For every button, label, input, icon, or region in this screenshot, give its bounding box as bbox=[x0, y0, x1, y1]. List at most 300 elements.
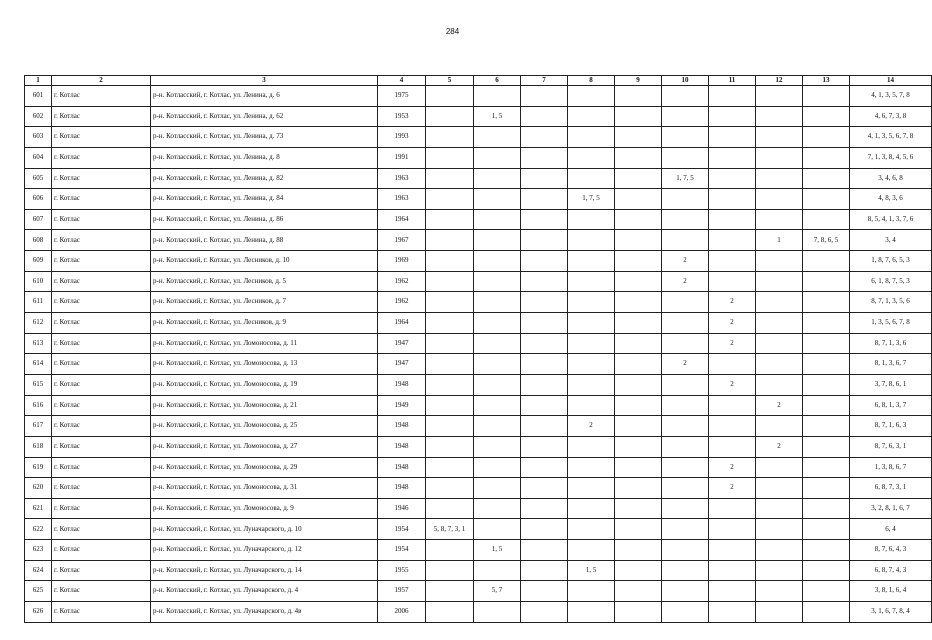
col-5-cell bbox=[426, 581, 474, 602]
header-row bbox=[25, 76, 932, 86]
col-9-cell bbox=[615, 106, 662, 127]
col-9-cell bbox=[615, 313, 662, 334]
year-cell: 1993 bbox=[378, 127, 426, 148]
col-13-cell bbox=[803, 292, 850, 313]
col-10-cell bbox=[662, 519, 709, 540]
table-row bbox=[25, 354, 932, 375]
col-11-cell bbox=[709, 436, 756, 457]
col-12-cell bbox=[756, 581, 803, 602]
col-5-cell bbox=[426, 374, 474, 395]
col-6-cell: 1, 5 bbox=[474, 540, 521, 561]
address-cell: р-н. Котласский, г. Котлас, ул. Ленина, д. 86 bbox=[151, 209, 378, 230]
col-5-cell bbox=[426, 168, 474, 189]
col-12-cell bbox=[756, 147, 803, 168]
col-14-cell: 8, 1, 3, 6, 7 bbox=[850, 354, 932, 375]
table-row bbox=[25, 498, 932, 519]
settlement-cell: г. Котлас bbox=[52, 395, 151, 416]
col-10-cell: 2 bbox=[662, 251, 709, 272]
table-row bbox=[25, 436, 932, 457]
col-6-cell: 5, 7 bbox=[474, 581, 521, 602]
year-cell: 1947 bbox=[378, 354, 426, 375]
col-10-cell bbox=[662, 292, 709, 313]
col-9-cell bbox=[615, 230, 662, 251]
col-10-cell bbox=[662, 106, 709, 127]
col-8-cell bbox=[568, 271, 615, 292]
col-12-cell bbox=[756, 127, 803, 148]
col-6-cell bbox=[474, 209, 521, 230]
col-14-cell: 1, 8, 7, 6, 5, 3 bbox=[850, 251, 932, 272]
col-10-cell bbox=[662, 436, 709, 457]
col-11-cell bbox=[709, 127, 756, 148]
col-12-cell bbox=[756, 209, 803, 230]
col-14-cell: 8, 7, 6, 4, 3 bbox=[850, 540, 932, 561]
year-cell: 1964 bbox=[378, 313, 426, 334]
col-7-cell bbox=[521, 251, 568, 272]
col-6-cell: 1, 5 bbox=[474, 106, 521, 127]
table-row bbox=[25, 251, 932, 272]
col-13-cell bbox=[803, 147, 850, 168]
address-cell: р-н. Котласский, г. Котлас, ул. Лесников, д. 9 bbox=[151, 313, 378, 334]
table-row bbox=[25, 147, 932, 168]
col-9-cell bbox=[615, 251, 662, 272]
col-14-cell: 3, 1, 6, 7, 8, 4 bbox=[850, 602, 932, 623]
row-number-cell: 602 bbox=[25, 106, 52, 127]
table-row bbox=[25, 395, 932, 416]
col-11-cell: 2 bbox=[709, 478, 756, 499]
column-header-3: 3 bbox=[151, 76, 378, 86]
year-cell: 1991 bbox=[378, 147, 426, 168]
col-14-cell: 4, 8, 3, 6 bbox=[850, 189, 932, 210]
row-number-cell: 620 bbox=[25, 478, 52, 499]
col-6-cell bbox=[474, 313, 521, 334]
col-11-cell bbox=[709, 540, 756, 561]
col-5-cell bbox=[426, 416, 474, 437]
col-13-cell bbox=[803, 86, 850, 107]
row-number-cell: 601 bbox=[25, 86, 52, 107]
col-13-cell bbox=[803, 251, 850, 272]
col-13-cell bbox=[803, 395, 850, 416]
row-number-cell: 626 bbox=[25, 602, 52, 623]
col-10-cell bbox=[662, 313, 709, 334]
col-5-cell bbox=[426, 354, 474, 375]
col-9-cell bbox=[615, 416, 662, 437]
col-8-cell bbox=[568, 251, 615, 272]
col-13-cell bbox=[803, 313, 850, 334]
col-10-cell bbox=[662, 581, 709, 602]
col-9-cell bbox=[615, 333, 662, 354]
settlement-cell: г. Котлас bbox=[52, 354, 151, 375]
table-row bbox=[25, 271, 932, 292]
col-12-cell bbox=[756, 313, 803, 334]
col-9-cell bbox=[615, 581, 662, 602]
address-cell: р-н. Котласский, г. Котлас, ул. Ломоносова, д. 31 bbox=[151, 478, 378, 499]
col-7-cell bbox=[521, 540, 568, 561]
settlement-cell: г. Котлас bbox=[52, 602, 151, 623]
registry-table bbox=[24, 75, 932, 623]
col-12-cell bbox=[756, 478, 803, 499]
table-row bbox=[25, 416, 932, 437]
address-cell: р-н. Котласский, г. Котлас, ул. Ленина, д. 6 bbox=[151, 86, 378, 107]
col-5-cell bbox=[426, 251, 474, 272]
col-6-cell bbox=[474, 354, 521, 375]
col-5-cell bbox=[426, 333, 474, 354]
col-5-cell bbox=[426, 560, 474, 581]
col-8-cell bbox=[568, 581, 615, 602]
col-10-cell bbox=[662, 86, 709, 107]
col-12-cell bbox=[756, 189, 803, 210]
row-number-cell: 613 bbox=[25, 333, 52, 354]
col-8-cell bbox=[568, 374, 615, 395]
col-8-cell bbox=[568, 292, 615, 313]
row-number-cell: 609 bbox=[25, 251, 52, 272]
address-cell: р-н. Котласский, г. Котлас, ул. Лесников, д. 5 bbox=[151, 271, 378, 292]
col-12-cell bbox=[756, 271, 803, 292]
col-9-cell bbox=[615, 168, 662, 189]
col-7-cell bbox=[521, 271, 568, 292]
year-cell: 1969 bbox=[378, 251, 426, 272]
col-6-cell bbox=[474, 127, 521, 148]
col-9-cell bbox=[615, 354, 662, 375]
address-cell: р-н. Котласский, г. Котлас, ул. Луначарского, д. 14 bbox=[151, 560, 378, 581]
table-row bbox=[25, 540, 932, 561]
col-8-cell bbox=[568, 602, 615, 623]
col-7-cell bbox=[521, 127, 568, 148]
col-8-cell bbox=[568, 395, 615, 416]
col-6-cell bbox=[474, 395, 521, 416]
col-12-cell bbox=[756, 168, 803, 189]
col-12-cell bbox=[756, 292, 803, 313]
row-number-cell: 617 bbox=[25, 416, 52, 437]
col-7-cell bbox=[521, 560, 568, 581]
col-8-cell bbox=[568, 519, 615, 540]
col-5-cell bbox=[426, 147, 474, 168]
row-number-cell: 612 bbox=[25, 313, 52, 334]
col-7-cell bbox=[521, 395, 568, 416]
settlement-cell: г. Котлас bbox=[52, 436, 151, 457]
address-cell: р-н. Котласский, г. Котлас, ул. Луначарского, д. 12 bbox=[151, 540, 378, 561]
address-cell: р-н. Котласский, г. Котлас, ул. Луначарского, д. 4в bbox=[151, 602, 378, 623]
col-10-cell bbox=[662, 498, 709, 519]
col-10-cell bbox=[662, 560, 709, 581]
col-10-cell bbox=[662, 478, 709, 499]
settlement-cell: г. Котлас bbox=[52, 581, 151, 602]
col-7-cell bbox=[521, 374, 568, 395]
settlement-cell: г. Котлас bbox=[52, 127, 151, 148]
settlement-cell: г. Котлас bbox=[52, 86, 151, 107]
col-14-cell: 8, 7, 6, 3, 1 bbox=[850, 436, 932, 457]
row-number-cell: 621 bbox=[25, 498, 52, 519]
settlement-cell: г. Котлас bbox=[52, 374, 151, 395]
col-11-cell bbox=[709, 86, 756, 107]
column-header-13: 13 bbox=[803, 76, 850, 86]
col-9-cell bbox=[615, 478, 662, 499]
col-7-cell bbox=[521, 581, 568, 602]
settlement-cell: г. Котлас bbox=[52, 271, 151, 292]
col-6-cell bbox=[474, 189, 521, 210]
settlement-cell: г. Котлас bbox=[52, 147, 151, 168]
col-5-cell bbox=[426, 189, 474, 210]
table-row bbox=[25, 106, 932, 127]
col-14-cell: 3, 7, 8, 6, 1 bbox=[850, 374, 932, 395]
col-5-cell bbox=[426, 540, 474, 561]
col-6-cell bbox=[474, 168, 521, 189]
year-cell: 2006 bbox=[378, 602, 426, 623]
settlement-cell: г. Котлас bbox=[52, 230, 151, 251]
year-cell: 1948 bbox=[378, 478, 426, 499]
table-row bbox=[25, 189, 932, 210]
col-14-cell: 6, 1, 8, 7, 5, 3 bbox=[850, 271, 932, 292]
col-10-cell bbox=[662, 147, 709, 168]
row-number-cell: 615 bbox=[25, 374, 52, 395]
col-7-cell bbox=[521, 333, 568, 354]
address-cell: р-н. Котласский, г. Котлас, ул. Ленина, д. 82 bbox=[151, 168, 378, 189]
col-11-cell: 2 bbox=[709, 292, 756, 313]
col-13-cell bbox=[803, 581, 850, 602]
col-14-cell: 8, 7, 1, 3, 6 bbox=[850, 333, 932, 354]
col-13-cell bbox=[803, 374, 850, 395]
col-8-cell bbox=[568, 540, 615, 561]
col-9-cell bbox=[615, 374, 662, 395]
col-12-cell bbox=[756, 374, 803, 395]
col-13-cell bbox=[803, 168, 850, 189]
year-cell: 1953 bbox=[378, 106, 426, 127]
year-cell: 1948 bbox=[378, 457, 426, 478]
col-6-cell bbox=[474, 292, 521, 313]
settlement-cell: г. Котлас bbox=[52, 168, 151, 189]
year-cell: 1963 bbox=[378, 168, 426, 189]
col-7-cell bbox=[521, 230, 568, 251]
col-13-cell bbox=[803, 127, 850, 148]
col-14-cell: 1, 3, 5, 6, 7, 8 bbox=[850, 313, 932, 334]
col-8-cell bbox=[568, 127, 615, 148]
address-cell: р-н. Котласский, г. Котлас, ул. Луначарского, д. 4 bbox=[151, 581, 378, 602]
col-6-cell bbox=[474, 86, 521, 107]
col-13-cell bbox=[803, 478, 850, 499]
column-header-12: 12 bbox=[756, 76, 803, 86]
col-14-cell: 8, 7, 1, 6, 3 bbox=[850, 416, 932, 437]
col-8-cell bbox=[568, 313, 615, 334]
col-13-cell bbox=[803, 540, 850, 561]
year-cell: 1948 bbox=[378, 416, 426, 437]
col-10-cell: 1, 7, 5 bbox=[662, 168, 709, 189]
col-5-cell bbox=[426, 209, 474, 230]
col-10-cell bbox=[662, 395, 709, 416]
col-13-cell bbox=[803, 271, 850, 292]
col-5-cell bbox=[426, 457, 474, 478]
col-8-cell bbox=[568, 354, 615, 375]
col-9-cell bbox=[615, 147, 662, 168]
address-cell: р-н. Котласский, г. Котлас, ул. Ленина, д. 88 bbox=[151, 230, 378, 251]
col-12-cell bbox=[756, 519, 803, 540]
column-header-11: 11 bbox=[709, 76, 756, 86]
col-9-cell bbox=[615, 540, 662, 561]
address-cell: р-н. Котласский, г. Котлас, ул. Ленина, д. 62 bbox=[151, 106, 378, 127]
settlement-cell: г. Котлас bbox=[52, 540, 151, 561]
col-12-cell bbox=[756, 251, 803, 272]
address-cell: р-н. Котласский, г. Котлас, ул. Ломоносова, д. 13 bbox=[151, 354, 378, 375]
col-7-cell bbox=[521, 209, 568, 230]
column-header-8: 8 bbox=[568, 76, 615, 86]
col-14-cell: 3, 4 bbox=[850, 230, 932, 251]
settlement-cell: г. Котлас bbox=[52, 560, 151, 581]
table-row bbox=[25, 230, 932, 251]
col-6-cell bbox=[474, 147, 521, 168]
column-header-6: 6 bbox=[474, 76, 521, 86]
col-10-cell bbox=[662, 209, 709, 230]
col-14-cell: 3, 2, 8, 1, 6, 7 bbox=[850, 498, 932, 519]
col-12-cell: 2 bbox=[756, 395, 803, 416]
col-7-cell bbox=[521, 292, 568, 313]
col-8-cell bbox=[568, 209, 615, 230]
col-5-cell bbox=[426, 292, 474, 313]
col-5-cell bbox=[426, 86, 474, 107]
settlement-cell: г. Котлас bbox=[52, 333, 151, 354]
col-6-cell bbox=[474, 251, 521, 272]
col-13-cell bbox=[803, 209, 850, 230]
col-11-cell bbox=[709, 230, 756, 251]
col-14-cell: 7, 1, 3, 8, 4, 5, 6 bbox=[850, 147, 932, 168]
settlement-cell: г. Котлас bbox=[52, 478, 151, 499]
col-8-cell bbox=[568, 436, 615, 457]
address-cell: р-н. Котласский, г. Котлас, ул. Ленина, д. 8 bbox=[151, 147, 378, 168]
col-9-cell bbox=[615, 189, 662, 210]
col-14-cell: 6, 8, 1, 3, 7 bbox=[850, 395, 932, 416]
col-12-cell bbox=[756, 457, 803, 478]
table-row bbox=[25, 168, 932, 189]
col-13-cell bbox=[803, 416, 850, 437]
col-9-cell bbox=[615, 560, 662, 581]
year-cell: 1957 bbox=[378, 581, 426, 602]
table-row bbox=[25, 519, 932, 540]
col-7-cell bbox=[521, 436, 568, 457]
col-8-cell: 1, 7, 5 bbox=[568, 189, 615, 210]
year-cell: 1963 bbox=[378, 189, 426, 210]
row-number-cell: 610 bbox=[25, 271, 52, 292]
col-11-cell bbox=[709, 251, 756, 272]
row-number-cell: 624 bbox=[25, 560, 52, 581]
col-10-cell bbox=[662, 230, 709, 251]
col-13-cell bbox=[803, 436, 850, 457]
year-cell: 1967 bbox=[378, 230, 426, 251]
col-11-cell: 2 bbox=[709, 374, 756, 395]
col-10-cell bbox=[662, 540, 709, 561]
settlement-cell: г. Котлас bbox=[52, 457, 151, 478]
col-14-cell: 4, 1, 3, 5, 6, 7, 8 bbox=[850, 127, 932, 148]
col-7-cell bbox=[521, 519, 568, 540]
col-5-cell bbox=[426, 395, 474, 416]
table-row bbox=[25, 457, 932, 478]
col-7-cell bbox=[521, 168, 568, 189]
col-7-cell bbox=[521, 457, 568, 478]
col-9-cell bbox=[615, 519, 662, 540]
col-13-cell bbox=[803, 560, 850, 581]
col-5-cell bbox=[426, 478, 474, 499]
col-9-cell bbox=[615, 292, 662, 313]
col-7-cell bbox=[521, 354, 568, 375]
col-10-cell bbox=[662, 602, 709, 623]
row-number-cell: 614 bbox=[25, 354, 52, 375]
col-11-cell bbox=[709, 560, 756, 581]
year-cell: 1955 bbox=[378, 560, 426, 581]
col-5-cell bbox=[426, 313, 474, 334]
row-number-cell: 622 bbox=[25, 519, 52, 540]
column-header-1: 1 bbox=[25, 76, 52, 86]
year-cell: 1948 bbox=[378, 436, 426, 457]
row-number-cell: 616 bbox=[25, 395, 52, 416]
col-9-cell bbox=[615, 271, 662, 292]
col-13-cell bbox=[803, 457, 850, 478]
address-cell: р-н. Котласский, г. Котлас, ул. Ломоносова, д. 9 bbox=[151, 498, 378, 519]
column-header-14: 14 bbox=[850, 76, 932, 86]
year-cell: 1949 bbox=[378, 395, 426, 416]
col-8-cell bbox=[568, 106, 615, 127]
settlement-cell: г. Котлас bbox=[52, 313, 151, 334]
col-10-cell bbox=[662, 333, 709, 354]
col-10-cell bbox=[662, 457, 709, 478]
settlement-cell: г. Котлас bbox=[52, 416, 151, 437]
col-6-cell bbox=[474, 519, 521, 540]
col-6-cell bbox=[474, 560, 521, 581]
col-11-cell bbox=[709, 168, 756, 189]
col-9-cell bbox=[615, 209, 662, 230]
col-8-cell bbox=[568, 457, 615, 478]
table-row bbox=[25, 86, 932, 107]
col-11-cell bbox=[709, 498, 756, 519]
col-14-cell: 8, 7, 1, 3, 5, 6 bbox=[850, 292, 932, 313]
col-9-cell bbox=[615, 127, 662, 148]
year-cell: 1947 bbox=[378, 333, 426, 354]
col-12-cell: 1 bbox=[756, 230, 803, 251]
address-cell: р-н. Котласский, г. Котлас, ул. Лесников, д. 7 bbox=[151, 292, 378, 313]
col-6-cell bbox=[474, 498, 521, 519]
col-10-cell bbox=[662, 189, 709, 210]
col-6-cell bbox=[474, 333, 521, 354]
year-cell: 1975 bbox=[378, 86, 426, 107]
col-9-cell bbox=[615, 395, 662, 416]
column-header-5: 5 bbox=[426, 76, 474, 86]
col-6-cell bbox=[474, 230, 521, 251]
col-14-cell: 6, 4 bbox=[850, 519, 932, 540]
table-row bbox=[25, 602, 932, 623]
col-8-cell: 1, 5 bbox=[568, 560, 615, 581]
table-row bbox=[25, 209, 932, 230]
settlement-cell: г. Котлас bbox=[52, 498, 151, 519]
col-12-cell bbox=[756, 560, 803, 581]
table-row bbox=[25, 292, 932, 313]
col-7-cell bbox=[521, 106, 568, 127]
table-row bbox=[25, 374, 932, 395]
col-5-cell bbox=[426, 230, 474, 251]
col-9-cell bbox=[615, 436, 662, 457]
col-11-cell bbox=[709, 209, 756, 230]
col-11-cell bbox=[709, 416, 756, 437]
col-13-cell bbox=[803, 106, 850, 127]
row-number-cell: 611 bbox=[25, 292, 52, 313]
col-14-cell: 3, 4, 6, 8 bbox=[850, 168, 932, 189]
col-13-cell bbox=[803, 498, 850, 519]
col-7-cell bbox=[521, 147, 568, 168]
col-7-cell bbox=[521, 313, 568, 334]
col-11-cell: 2 bbox=[709, 457, 756, 478]
col-9-cell bbox=[615, 498, 662, 519]
col-8-cell bbox=[568, 230, 615, 251]
settlement-cell: г. Котлас bbox=[52, 209, 151, 230]
column-header-9: 9 bbox=[615, 76, 662, 86]
column-header-4: 4 bbox=[378, 76, 426, 86]
col-5-cell bbox=[426, 498, 474, 519]
row-number-cell: 608 bbox=[25, 230, 52, 251]
address-cell: р-н. Котласский, г. Котлас, ул. Ломоносова, д. 29 bbox=[151, 457, 378, 478]
